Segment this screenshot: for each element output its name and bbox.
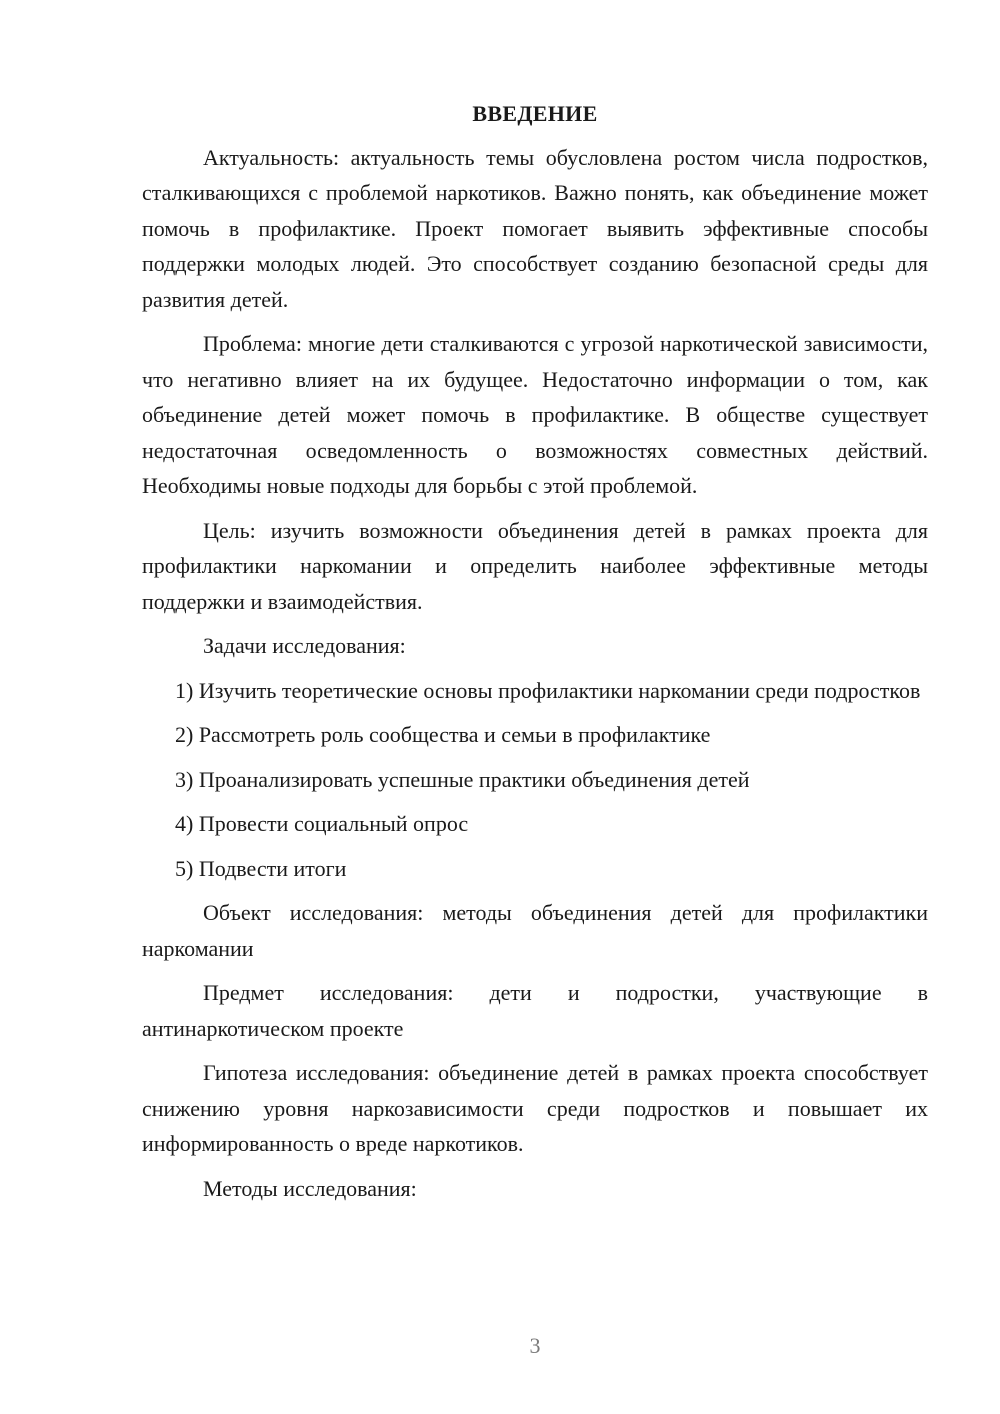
section-title: ВВЕДЕНИЕ (472, 101, 598, 126)
subject-paragraph: Предмет исследования: дети и подростки, участвующие в антинаркотическом проекте (142, 980, 928, 1041)
task-item: 3) Проанализировать успешные практики объединения детей (175, 766, 750, 792)
methods-heading: Методы исследования: (203, 1175, 417, 1201)
relevance-paragraph: Актуальность: актуальность темы обусловлена ростом числа подростков, сталкивающихся с проблемой наркотиков. Важно понять, как объединение может помочь в профилактике. Проект помогает выявить эффективные способы поддержки молодых людей. Это способствует созданию безопасной среды для развития детей. (142, 144, 928, 312)
task-item: 1) Изучить теоретические основы профилактики наркомании среди подростков (175, 677, 921, 703)
task-item: 2) Рассмотреть роль сообщества и семьи в профилактике (175, 722, 711, 747)
goal-paragraph: Цель: изучить возможности объединения детей в рамках проекта для профилактики наркомании и определить наиболее эффективные методы поддержки и взаимодействия. (142, 517, 928, 614)
object-paragraph: Объект исследования: методы объединения детей для профилактики наркомании (142, 900, 928, 961)
task-item: 4) Провести социальный опрос (175, 811, 469, 836)
tasks-heading: Задачи исследования: (203, 633, 406, 658)
task-item: 5) Подвести итоги (175, 855, 347, 881)
problem-paragraph: Проблема: многие дети сталкиваются с угрозой наркотической зависимости, что негативно влияет на их будущее. Недостаточно информации о том, как объединение детей может помочь в профилактике. В обществе существует недостаточная осведомленность о возможностях совместных действий. Необходимы новые подходы для борьбы с этой проблемой. (142, 331, 928, 498)
document-page (142, 96, 928, 1215)
page-number: 3 (529, 1333, 541, 1358)
hypothesis-paragraph: Гипотеза исследования: объединение детей в рамках проекта способствует снижению уровня наркозависимости среди подростков и повышает их информированность о вреде наркотиков. (142, 1060, 928, 1156)
